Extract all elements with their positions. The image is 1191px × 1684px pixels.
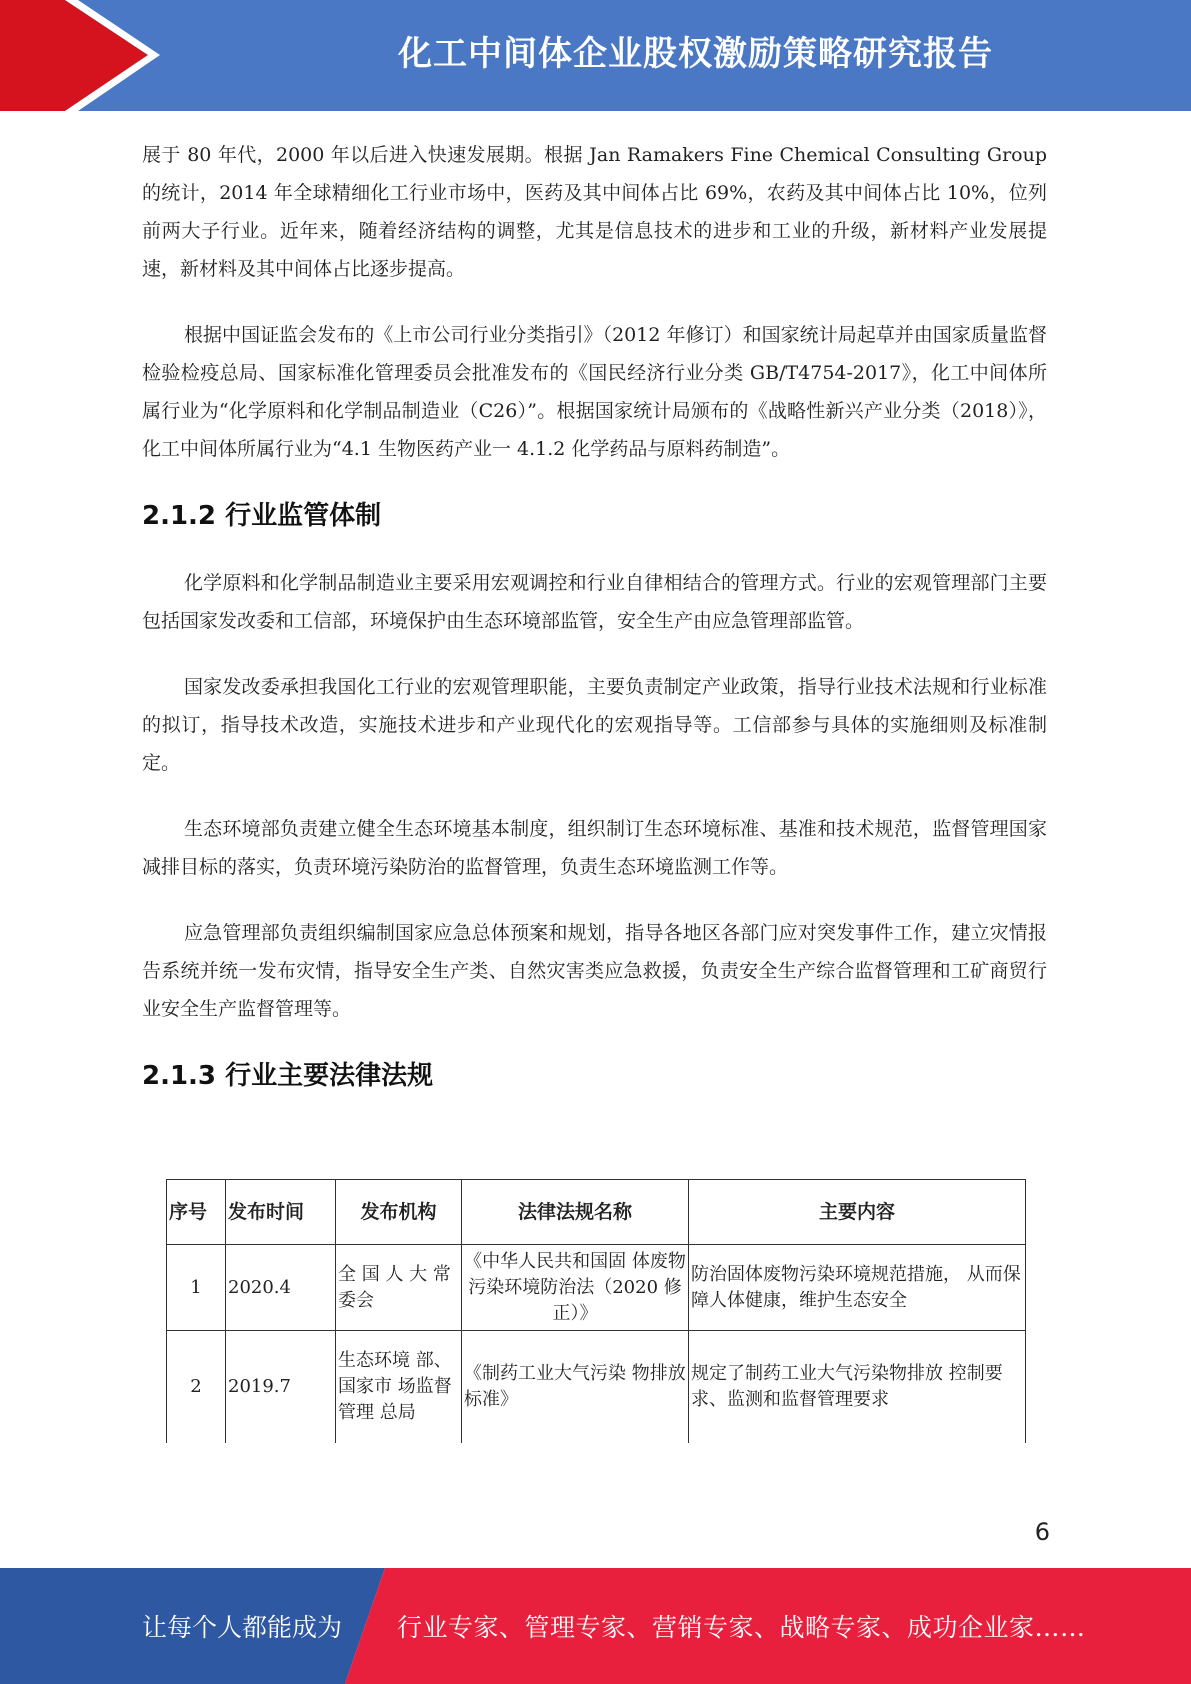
footer-slogan-right: 行业专家、管理专家、营销专家、战略专家、成功企业家…… bbox=[397, 1613, 1086, 1642]
cell-agency: 生态环境 部、国家市 场监督管理 总局 bbox=[336, 1331, 462, 1443]
paragraph-ecology-ministry-role: 生态环境部负责建立健全生态环境基本制度，组织制订生态环境标准、基准和技术规范，监督管理国家减排目标的落实，负责环境污染防治的监督管理，负责生态环境监测工作等。 bbox=[142, 818, 1047, 878]
header-cell-content: 主要内容 bbox=[689, 1180, 1026, 1245]
cell-content: 规定了制药工业大气污染物排放 控制要求、监测和监督管理要求 bbox=[689, 1331, 1026, 1443]
table-row bbox=[167, 1245, 1026, 1331]
footer-slogan-left: 让每个人都能成为 bbox=[142, 1613, 343, 1642]
page-header-banner bbox=[0, 0, 1191, 111]
table-header-row bbox=[167, 1180, 1026, 1245]
header-cell-index: 序号 bbox=[167, 1180, 226, 1245]
paragraph-ndrc-role: 国家发改委承担我国化工行业的宏观管理职能，主要负责制定产业政策，指导行业技术法规和行业标准的拟订，指导技术改造，实施技术进步和产业现代化的宏观指导等。工信部参与具体的实施细则及标准制定。 bbox=[142, 676, 1047, 774]
table-row bbox=[167, 1331, 1026, 1443]
cell-content: 防治固体废物污染环境规范措施， 从而保障人体健康，维护生态安全 bbox=[689, 1245, 1026, 1331]
header-cell-date: 发布时间 bbox=[226, 1180, 336, 1245]
paragraph-industry-classification: 根据中国证监会发布的《上市公司行业分类指引》（2012 年修订）和国家统计局起草并由国家质量监督检验检疫总局、国家标准化管理委员会批准发布的《国民经济行业分类 GB/T4754-2017》，化工中间体所属行业为“化学原料和化学制品制造业（C26）”。根据国家统计局颁布的《战略性新兴产业分类（2018）》，化工中间体所属行业为“4.1 生物医药产业一 4.1.2 化学药品与原料药制造”。 bbox=[142, 324, 1047, 460]
document-body bbox=[142, 136, 1047, 1124]
cell-agency: 全 国 人 大 常 委会 bbox=[336, 1245, 462, 1331]
header-cell-law-name: 法律法规名称 bbox=[462, 1180, 689, 1245]
paragraph-regulation-overview: 化学原料和化学制品制造业主要采用宏观调控和行业自律相结合的管理方式。行业的宏观管理部门主要包括国家发改委和工信部，环境保护由生态环境部监管，安全生产由应急管理部监管。 bbox=[142, 572, 1047, 632]
cell-law-name: 《制药工业大气污染 物排放标准》 bbox=[462, 1331, 689, 1443]
cell-date: 2019.7 bbox=[226, 1331, 336, 1443]
cell-index: 1 bbox=[167, 1245, 226, 1331]
section-heading-2-1-2: 2.1.2 行业监管体制 bbox=[142, 501, 382, 531]
page-footer-banner bbox=[0, 1568, 1191, 1684]
report-title: 化工中间体企业股权激励策略研究报告 bbox=[398, 34, 993, 74]
page-number: 6 bbox=[1034, 1518, 1050, 1546]
header-cell-agency: 发布机构 bbox=[336, 1180, 462, 1245]
cell-law-name: 《中华人民共和国固 体废物污染环境防治法（2020 修正）》 bbox=[462, 1245, 689, 1331]
cell-date: 2020.4 bbox=[226, 1245, 336, 1331]
section-heading-2-1-3: 2.1.3 行业主要法律法规 bbox=[142, 1061, 434, 1091]
paragraph-intro-continued: 展于 80 年代，2000 年以后进入快速发展期。根据 Jan Ramakers Fine Chemical Consulting Group 的统计，2014 年全球精细化工行业市场中，医药及其中间体占比 69%，农药及其中间体占比 10%，位列前两大子行业。近年来，随着经济结构的调整，尤其是信息技术的进步和工业的升级，新材料产业发展提速，新材料及其中间体占比逐步提高。 bbox=[142, 144, 1047, 280]
paragraph-emergency-ministry-role: 应急管理部负责组织编制国家应急总体预案和规划，指导各地区各部门应对突发事件工作，建立灾情报告系统并统一发布灾情，指导安全生产类、自然灾害类应急救援，负责安全生产综合监督管理和工矿商贸行业安全生产监督管理等。 bbox=[142, 922, 1047, 1020]
cell-index: 2 bbox=[167, 1331, 226, 1443]
laws-regulations-table bbox=[166, 1179, 1026, 1443]
